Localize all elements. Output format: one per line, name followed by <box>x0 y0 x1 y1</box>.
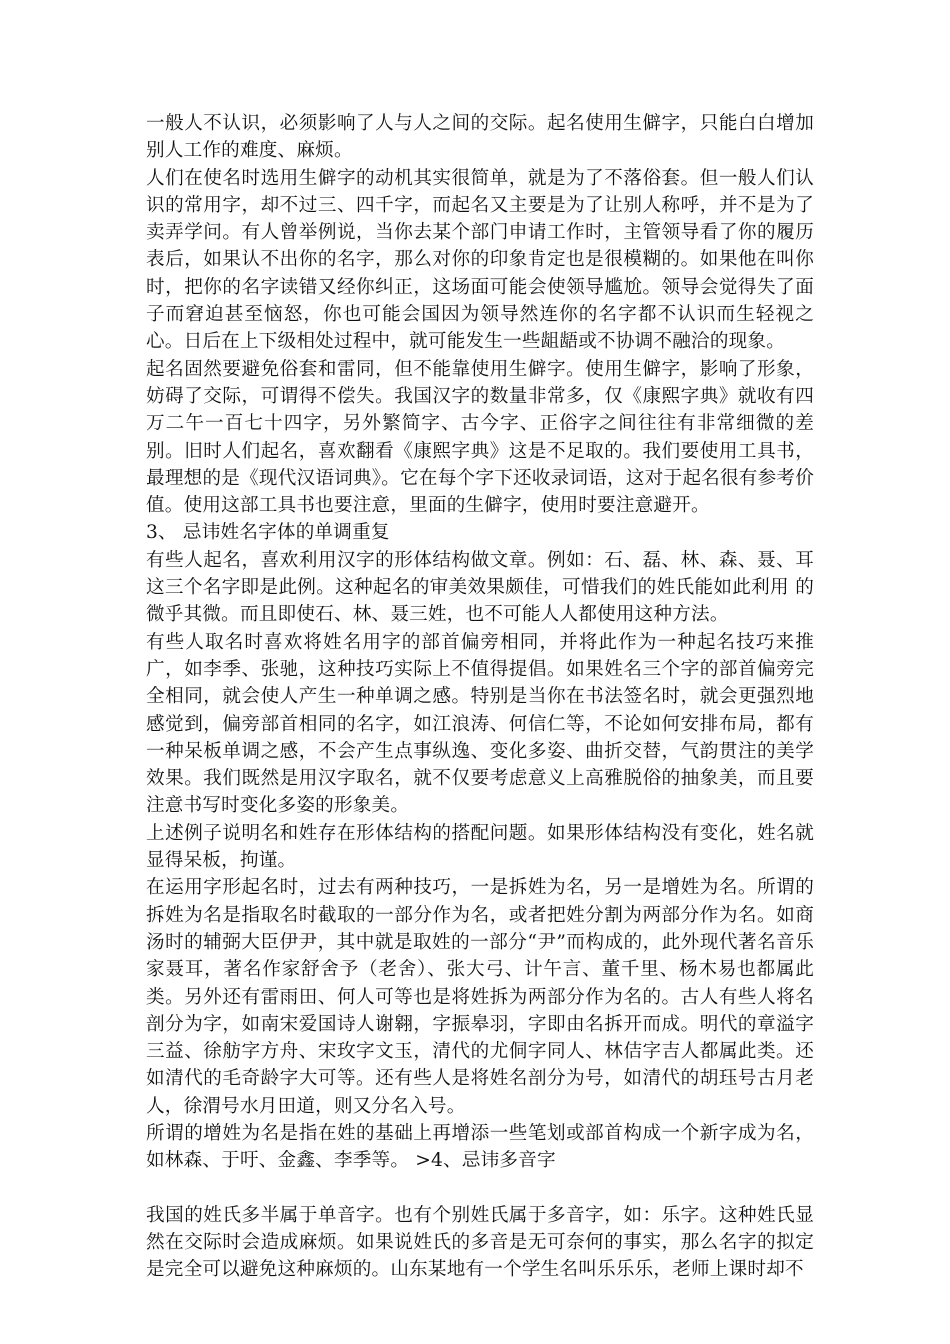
paragraph: 我国的姓氏多半属于单音字。也有个别姓氏属于多音字，如：乐字。这种姓氏显然在交际时会造成麻烦。如果说姓氏的多音是无可奈何的事实，那么名字的拟定是完全可以避免这种麻烦的。山东某地有一个学生名叫乐乐乐，老师上课时却不 <box>146 1204 814 1281</box>
paragraph: 在运用字形起名时，过去有两种技巧，一是拆姓为名，另一是增姓为名。所谓的拆姓为名是指取名时截取的一部分作为名，或者把姓分割为两部分作为名。如商汤时的辅弼大臣伊尹，其中就是取姓的一部分“尹”而构成的，此外现代著名音乐家聂耳，著名作家舒舍予（老舍）、张大弓、计午言、董千里、杨木易也都属此类。另外还有雷雨田、何人可等也是将姓拆为两部分作为名的。古人有些人将名剖分为字，如南宋爱国诗人谢翱，字振皋羽，字即由名拆开而成。明代的章溢字三益、徐舫字方舟、宋玫字文玉，清代的尤侗字同人、林佶字吉人都属此类。还如清代的毛奇龄字大可等。还有些人是将姓名剖分为号，如清代的胡珏号古月老人，徐渭号水月田道，则又分名入号。 <box>146 877 814 1117</box>
document-body <box>146 110 814 1284</box>
paragraph: 一般人不认识，必须影响了人与人之间的交际。起名使用生僻字，只能白白增加别人工作的难度、麻烦。 <box>146 113 814 162</box>
section-heading: 3、 忌讳姓名字体的单调重复 <box>146 522 390 544</box>
paragraph: 上述例子说明名和姓存在形体结构的搭配问题。如果形体结构没有变化，姓名就显得呆板，拘谨。 <box>146 822 814 872</box>
paragraph: 起名固然要避免俗套和雷同，但不能靠使用生僻字。使用生僻字，影响了形象，妨碍了交际，可谓得不偿失。我国汉字的数量非常多，仅《康熙字典》就收有四万二午一百七十四字，另外繁简字、古今字、正俗字之间往往有非常细微的差别。旧时人们起名，喜欢翻看《康熙字典》这是不足取的。我们要使用工具书，最理想的是《现代汉语词典》。它在每个字下还收录词语，这对于起名很有参考价值。使用这部工具书也要注意，里面的生僻字，使用时要注意避开。 <box>146 358 814 517</box>
paragraph: 有些人取名时喜欢将姓名用字的部首偏旁相同，并将此作为一种起名技巧来推广，如李季、张驰，这种技巧实际上不值得提倡。如果姓名三个字的部首偏旁完全相同，就会使人产生一种单调之感。特别是当你在书法签名时，就会更强烈地感觉到，偏旁部首相同的名字，如江浪涛、何信仁等，不论如何安排布局，都有一种呆板单调之感，不会产生点事纵逸、变化多姿、曲折交替，气韵贯注的美学效果。我们既然是用汉字取名，就不仅要考虑意义上高雅脱俗的抽象美，而且要注意书写时变化多姿的形象美。 <box>146 631 814 817</box>
blank-line <box>146 1175 814 1202</box>
paragraph: 人们在使名时选用生僻字的动机其实很简单，就是为了不落俗套。但一般人们认识的常用字，却不过三、四千字，而起名又主要是为了让别人称呼，并不是为了卖弄学问。有人曾举例说，当你去某个部门申请工作时，主管领导看了你的履历表后，如果认不出你的名字，那么对你的印象肯定也是很模糊的。如果他在叫你时，把你的名字读错又经你纠正，这场面可能会使领导尴尬。领导会觉得失了面子而窘迫甚至恼怒，你也可能会国因为领导然连你的名字都不认识而生轻视之心。日后在上下级相处过程中，就可能发生一些龃龉或不协调不融洽的现象。 <box>146 167 814 353</box>
paragraph: 所谓的增姓为名是指在姓的基础上再增添一些笔划或部首构成一个新字成为名，如林森、于吁、金鑫、李季等。 >4、忌讳多音字 <box>146 1122 814 1172</box>
paragraph: 有些人起名，喜欢利用汉字的形体结构做文章。例如：石、磊、林、森、聂、耳这三个名字即是此例。这种起名的审美效果颇佳，可惜我们的姓氏能如此利用 的微乎其微。而且即使石、林、聂三姓，也不可能人人都使用这种方法。 <box>146 549 814 626</box>
